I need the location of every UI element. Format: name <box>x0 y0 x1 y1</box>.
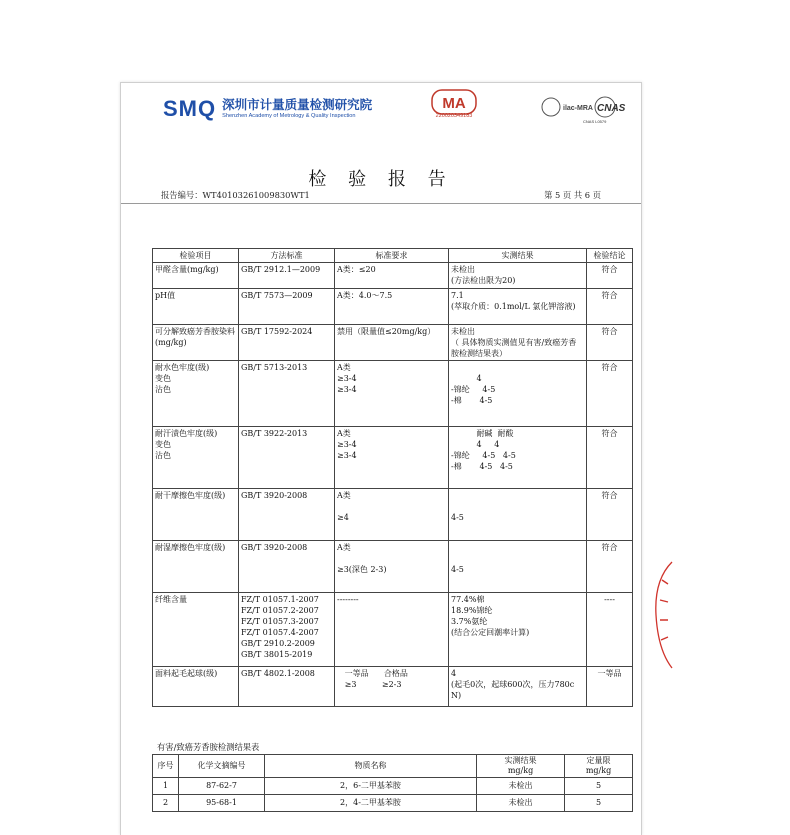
col-header: 化学文摘编号 <box>179 755 265 778</box>
cell-item: 面料起毛起球(级) <box>153 667 239 707</box>
svg-text:CNAS: CNAS <box>597 103 626 114</box>
svg-text:MA: MA <box>442 95 466 112</box>
ilac-cnas-logo-icon <box>541 93 637 121</box>
cell-concl: 符合 <box>587 361 633 427</box>
cell-concl: 符合 <box>587 427 633 489</box>
seal-stamp-icon <box>648 560 676 670</box>
cell-result: 未检出 <box>477 778 565 795</box>
cell-no: 2 <box>153 795 179 812</box>
cell-method: GB/T 3920-2008 <box>239 489 335 541</box>
cell-method: GB/T 4802.1-2008 <box>239 667 335 707</box>
cell-item: 甲醛含量(mg/kg) <box>153 263 239 289</box>
cell-result: 4-5 <box>449 541 587 593</box>
cell-method: FZ/T 01057.1-2007 FZ/T 01057.2-2007 FZ/T 01057.3-2007 FZ/T 01057.4-2007 GB/T 2910.2-2009 GB/T 38015-2019 <box>239 593 335 667</box>
table-row <box>153 667 633 707</box>
cell-req: A类：4.0～7.5 <box>335 289 449 325</box>
cma-code: 220020349183 <box>435 113 473 119</box>
cell-result: 未检出 （ 具体物质实测值见有害/致癌芳香胺检测结果表） <box>449 325 587 361</box>
report-number: 报告编号：WT40103261009830WT1 <box>161 190 310 200</box>
col-header: 检验结论 <box>587 249 633 263</box>
table-row <box>153 325 633 361</box>
cell-result: 7.1 (萃取介质：0.1mol/L 氯化钾溶液) <box>449 289 587 325</box>
cell-method: GB/T 3920-2008 <box>239 541 335 593</box>
cell-cas: 95-68-1 <box>179 795 265 812</box>
cell-result: 未检出 <box>477 795 565 812</box>
cell-loq: 5 <box>565 795 633 812</box>
cell-method: GB/T 5713-2013 <box>239 361 335 427</box>
cell-concl: 符合 <box>587 263 633 289</box>
col-header: 标准要求 <box>335 249 449 263</box>
amine-table-title: 有害/致癌芳香胺检测结果表 <box>157 742 260 752</box>
col-header: 序号 <box>153 755 179 778</box>
cell-req: A类 ≥3-4 ≥3-4 <box>335 427 449 489</box>
cell-req: A类：≤20 <box>335 263 449 289</box>
cell-req: A类 ≥4 <box>335 489 449 541</box>
cell-result: 4 (起毛0次，起球600次，压力780cN) <box>449 667 587 707</box>
inspection-results-table <box>152 248 633 707</box>
cell-req: A类 ≥3(深色 2-3) <box>335 541 449 593</box>
col-header: 物质名称 <box>265 755 477 778</box>
cell-item: 耐水色牢度(级) 变色 沾色 <box>153 361 239 427</box>
cell-method: GB/T 3922-2013 <box>239 427 335 489</box>
cnas-number: CNAS L0579 <box>583 119 607 124</box>
table-row <box>153 593 633 667</box>
cell-loq: 5 <box>565 778 633 795</box>
table-row <box>153 795 633 812</box>
cell-concl: ---- <box>587 593 633 667</box>
cell-item: 耐汗渍色牢度(级) 变色 沾色 <box>153 427 239 489</box>
cell-concl: 一等品 <box>587 667 633 707</box>
report-page <box>120 82 642 835</box>
svg-text:ilac-MRA: ilac-MRA <box>563 105 593 112</box>
org-logo <box>163 95 372 123</box>
header-divider <box>121 203 641 204</box>
org-name-en: Shenzhen Academy of Metrology & Quality Inspection <box>222 113 356 119</box>
table-row <box>153 778 633 795</box>
cell-req: 禁用（限量值≤20mg/kg） <box>335 325 449 361</box>
col-header: 方法标准 <box>239 249 335 263</box>
cell-concl: 符合 <box>587 325 633 361</box>
cell-result: 耐碱 耐酸 4 4 -锦纶 4-5 4-5 -棉 4-5 4-5 <box>449 427 587 489</box>
cell-name: 2，4-二甲基苯胺 <box>265 795 477 812</box>
page-indicator: 第 5 页 共 6 页 <box>544 190 601 200</box>
cell-method: GB/T 17592-2024 <box>239 325 335 361</box>
smq-logo-mark: SMQ <box>163 96 217 121</box>
col-header: 实测结果 mg/kg <box>477 755 565 778</box>
cell-method: GB/T 2912.1—2009 <box>239 263 335 289</box>
report-title: 检 验 报 告 <box>308 169 454 190</box>
table-row <box>153 541 633 593</box>
cell-cas: 87-62-7 <box>179 778 265 795</box>
cell-req: -------- <box>335 593 449 667</box>
cell-item: pH值 <box>153 289 239 325</box>
cell-method: GB/T 7573—2009 <box>239 289 335 325</box>
table-header-row <box>153 249 633 263</box>
cell-concl: 符合 <box>587 489 633 541</box>
cell-item: 可分解致癌芳香胺染料(mg/kg) <box>153 325 239 361</box>
col-header: 实测结果 <box>449 249 587 263</box>
table-row <box>153 489 633 541</box>
col-header: 检验项目 <box>153 249 239 263</box>
table-row <box>153 263 633 289</box>
cell-result: 4 -锦纶 4-5 -棉 4-5 <box>449 361 587 427</box>
col-header: 定量限 mg/kg <box>565 755 633 778</box>
amine-results-table <box>152 754 633 812</box>
cell-concl: 符合 <box>587 289 633 325</box>
table-header-row <box>153 755 633 778</box>
cell-result: 未检出 (方法检出限为20) <box>449 263 587 289</box>
cell-item: 耐湿摩擦色牢度(级) <box>153 541 239 593</box>
cell-item: 耐干摩擦色牢度(级) <box>153 489 239 541</box>
cell-result: 77.4%棉 18.9%锦纶 3.7%氨纶 (结合公定回潮率计算) <box>449 593 587 667</box>
cell-concl: 符合 <box>587 541 633 593</box>
table-row <box>153 361 633 427</box>
cell-no: 1 <box>153 778 179 795</box>
cell-req: A类 ≥3-4 ≥3-4 <box>335 361 449 427</box>
cma-logo-icon <box>431 89 477 127</box>
table-row <box>153 289 633 325</box>
cell-name: 2，6-二甲基苯胺 <box>265 778 477 795</box>
org-name-cn: 深圳市计量质量检测研究院 <box>222 97 373 112</box>
cell-result: 4-5 <box>449 489 587 541</box>
table-row <box>153 427 633 489</box>
cell-item: 纤维含量 <box>153 593 239 667</box>
cell-req: 一等品 合格品 ≥3 ≥2-3 <box>335 667 449 707</box>
